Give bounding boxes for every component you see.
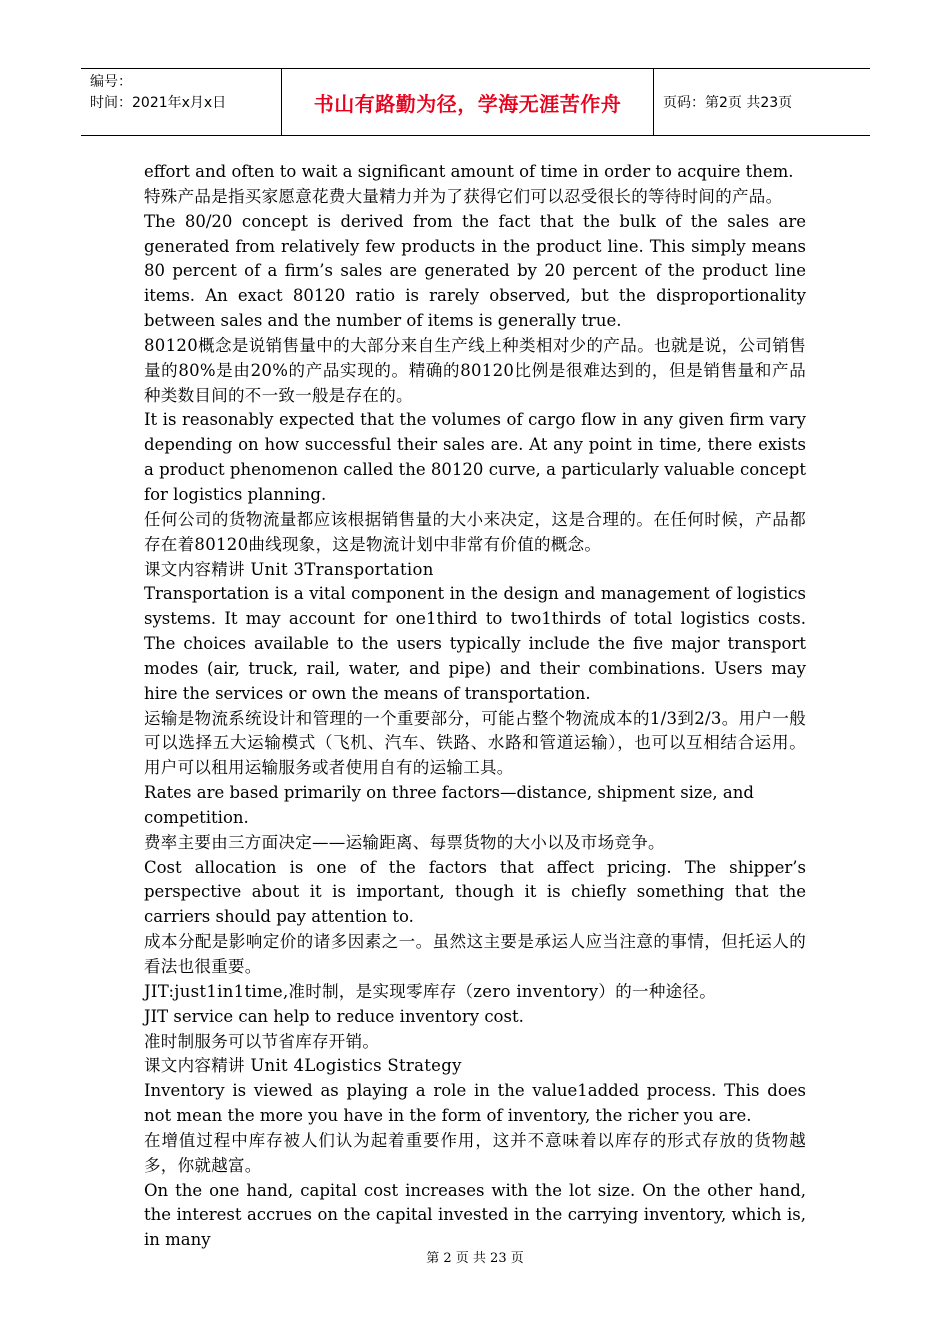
header-motto-cell [282,69,654,135]
paragraph: 任何公司的货物流量都应该根据销售量的大小来决定，这是合理的。在任何时候，产品都存在着80120曲线现象，这是物流计划中非常有价值的概念。 [144,509,806,554]
paragraph: 在增值过程中库存被人们认为起着重要作用，这并不意味着以库存的形式存放的货物越多，你就越富。 [144,1130,806,1175]
paragraph: JIT service can help to reduce inventory cost. [144,1006,524,1026]
paragraph: 80120概念是说销售量中的大部分来自生产线上种类相对少的产品。也就是说，公司销售量的80%是由20%的产品实现的。精确的80120比例是很难达到的，但是销售量和产品种类数目间的不一致一般是存在的。 [144,335,806,405]
section-heading: 课文内容精讲 Unit 4Logistics Strategy [144,1056,462,1076]
paragraph: 准时制服务可以节省库存开销。 [144,1031,380,1051]
paragraph: 特殊产品是指买家愿意花费大量精力并为了获得它们可以忍受很长的等待时间的产品。 [144,186,783,206]
paragraph: The 80/20 concept is derived from the fact that the bulk of the sales are generated from relatively few products in the product line. This simply means 80 percent of a firm’s sales are generated by 20 percent of the product line items. An exact 80120 ratio is rarely observed, but the disproportionality between sales and the number of items is generally true. [144,211,806,331]
paragraph: It is reasonably expected that the volumes of cargo flow in any given firm vary depending on how successful their sales are. At any point in time, there exists a product phenomenon called the 80120 curve, a particularly valuable concept for logistics planning. [144,410,806,504]
document-number-label: 编号： [90,74,132,90]
header-motto: 书山有路勤为径，学海无涯苦作舟 [313,91,622,116]
header-page-number: 页码：第2页 共23页 [663,95,793,111]
page-footer [0,1247,950,1266]
paragraph: 成本分配是影响定价的诸多因素之一。虽然这主要是承运人应当注意的事情，但托运人的看法也很重要。 [144,932,806,976]
document-date: 时间：2021年x月x日 [90,95,227,111]
paragraph: 费率主要由三方面决定——运输距离、每票货物的大小以及市场竞争。 [144,832,665,852]
header-meta [81,69,282,135]
page-header [81,68,870,136]
section-heading: 课文内容精讲 Unit 3Transportation [144,559,434,579]
paragraph: Rates are based primarily on three factors—distance, shipment size, and competition. [144,783,754,827]
document-body [144,160,806,1253]
paragraph: Transportation is a vital component in the design and management of logistics systems. It may account for one1third to two1thirds of total logistics costs. The choices available to the users typically include the five major transport modes (air, truck, rail, water, and pipe) and their combinations. Users may hire the services or own the means of transportation. [144,584,806,703]
header-page-cell [654,69,870,135]
paragraph: On the one hand, capital cost increases with the lot size. On the other hand, the interest accrues on the capital invested in the carrying inventory, which is, in many [144,1180,806,1250]
paragraph: Cost allocation is one of the factors that affect pricing. The shipper’s perspective about it is important, though it is chiefly something that the carriers should pay attention to. [144,857,806,927]
paragraph: Inventory is viewed as playing a role in the value1added process. This does not mean the more you have in the form of inventory, the richer you are. [144,1081,806,1126]
paragraph: JIT:just1in1time,准时制，是实现零库存（zero inventory）的一种途径。 [144,981,717,1001]
footer-page-number: 第 2 页 共 23 页 [426,1251,524,1266]
paragraph: 运输是物流系统设计和管理的一个重要部分，可能占整个物流成本的1/3到2/3。用户一般可以选择五大运输模式（飞机、汽车、铁路、水路和管道运输），也可以互相结合运用。用户可以租用运输服务或者使用自有的运输工具。 [144,708,806,778]
paragraph: effort and often to wait a significant amount of time in order to acquire them. [144,162,794,181]
